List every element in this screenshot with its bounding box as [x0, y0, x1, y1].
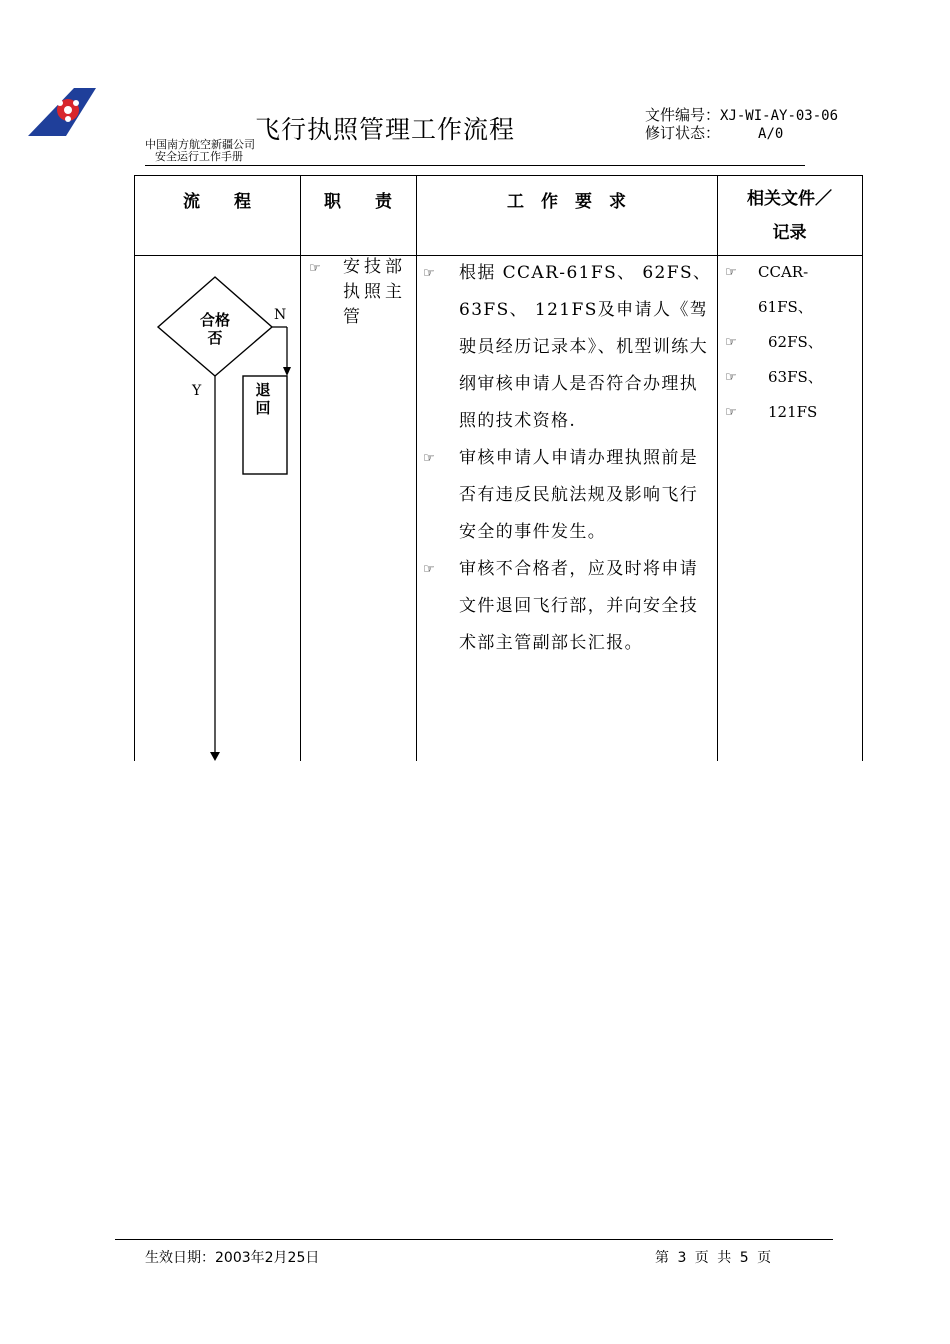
header-divider [145, 165, 805, 166]
pointing-hand-icon: ☞ [725, 405, 737, 420]
pointing-hand-icon: ☞ [423, 266, 437, 281]
related-docs-cell [725, 255, 855, 430]
column-divider-3 [717, 175, 718, 761]
revision-row [645, 125, 838, 143]
responsibility-cell [309, 255, 417, 327]
pointing-hand-icon: ☞ [725, 335, 737, 350]
related-doc-item: ☞ 121FS [725, 395, 855, 430]
requirement-item: ☞ 审核申请人申请办理执照前是否有违反民航法规及影响飞行安全的事件发生。 [423, 440, 713, 551]
requirement-item: ☞ 根据 CCAR-61FS、 62FS、 63FS、 121FS及申请人《驾驶员经历记录本》、机型训练大纲审核申请人是否符合办理执照的技术资格. [423, 255, 713, 440]
column-divider-1 [300, 175, 301, 761]
decision-label: 合格 否 [199, 311, 230, 347]
footer-divider [115, 1239, 833, 1240]
table-border-right [862, 175, 863, 761]
related-doc-item: 61FS、 [758, 298, 813, 316]
responsibility-text: 安技部执照主管 [343, 257, 406, 327]
document-title: 飞行执照管理工作流程 [255, 115, 516, 144]
doc-number-row [645, 107, 838, 125]
yes-branch-arrowhead [210, 752, 220, 761]
header-process: 流 程 [183, 192, 251, 212]
return-label: 退 回 [255, 381, 271, 417]
page-number: 第 3 页 共 5 页 [655, 1250, 772, 1266]
doc-number: XJ-WI-AY-03-06 [720, 108, 839, 124]
document-info [645, 107, 838, 143]
pointing-hand-icon: ☞ [725, 265, 737, 280]
header-responsibility: 职 责 [324, 192, 392, 212]
pointing-hand-icon: ☞ [423, 451, 437, 466]
pointing-hand-icon: ☞ [309, 261, 321, 276]
header-related-docs: 相关文件／ 记录 [747, 189, 832, 243]
related-doc-item: ☞ 63FS、 [725, 360, 855, 395]
company-line-1: 中国南方航空新疆公司 [145, 138, 255, 151]
requirement-item: ☞ 审核不合格者，应及时将申请文件退回飞行部，并向安全技术部主管副部长汇报。 [423, 551, 713, 662]
no-branch-arrowhead [283, 367, 291, 376]
no-label: N [274, 307, 287, 323]
yes-label: Y [192, 383, 202, 399]
doc-number-label: 文件编号： [645, 106, 721, 124]
revision-label: 修订状态： [645, 124, 721, 142]
related-doc-item: ☞ 62FS、 [725, 325, 855, 360]
requirements-cell [423, 255, 713, 662]
header-requirements: 工 作 要 求 [507, 192, 626, 212]
revision-status: A/0 [758, 126, 784, 142]
company-name [145, 139, 255, 163]
related-doc-item: ☞ CCAR- [725, 255, 855, 290]
manual-name: 安全运行工作手册 [155, 150, 243, 163]
pointing-hand-icon: ☞ [423, 562, 437, 577]
pointing-hand-icon: ☞ [725, 370, 737, 385]
effective-date: 生效日期：2003年2月25日 [145, 1250, 320, 1266]
flowchart [134, 255, 300, 761]
airline-logo-icon [28, 88, 96, 136]
procedure-table [134, 175, 863, 761]
